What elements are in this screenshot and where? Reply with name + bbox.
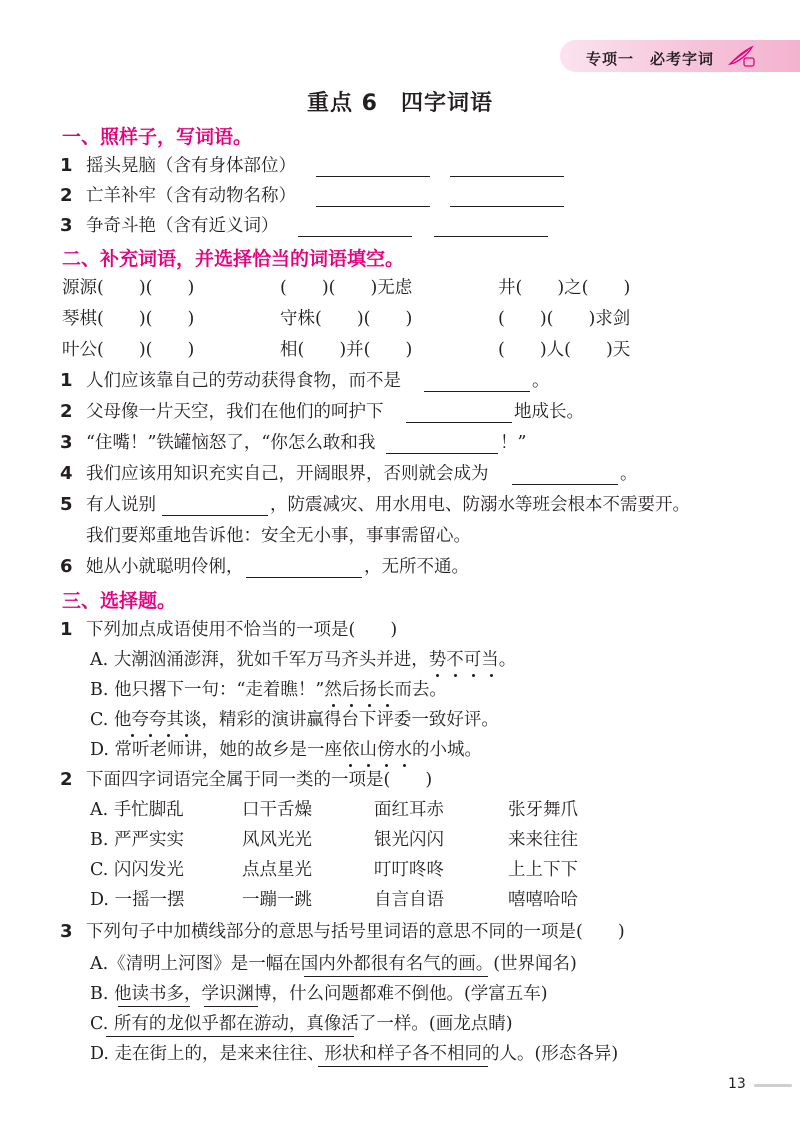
item-number: 3 bbox=[60, 432, 73, 453]
section-heading-3: 三、选择题。 bbox=[62, 590, 177, 612]
item-text: 争奇斗艳（含有近义词） bbox=[86, 216, 279, 236]
question-number: 2 bbox=[60, 769, 73, 790]
word-item: 自言自语 bbox=[374, 890, 444, 910]
question-stem: 下列加点成语使用不恰当的一项是( ) bbox=[86, 620, 398, 640]
answer-blank[interactable] bbox=[424, 391, 530, 392]
option-d[interactable]: D. 走在街上的，是来来往往、形状和样子各不相同的人。(形态各异) bbox=[90, 1044, 619, 1064]
emphasis-dot bbox=[386, 704, 389, 707]
answer-blank[interactable] bbox=[512, 484, 618, 485]
item-number: 4 bbox=[60, 463, 73, 484]
option-d[interactable]: D. 一摇一摆 bbox=[90, 890, 185, 910]
word-item: 来来往往 bbox=[508, 830, 578, 850]
section-heading-2: 二、补充词语，并选择恰当的词语填空。 bbox=[62, 248, 405, 270]
option-a[interactable]: A.《清明上河图》是一幅在国内外都很有名气的画。(世界闻名) bbox=[90, 954, 577, 974]
sentence-tail: ，防震减灾、用水用电、防溺水等班会根本不需要开。 bbox=[270, 495, 690, 515]
word-item: 点点星光 bbox=[242, 860, 312, 880]
word-item: 面红耳赤 bbox=[374, 800, 444, 820]
emphasis-dot bbox=[332, 704, 335, 707]
sentence-tail: 。 bbox=[532, 371, 550, 391]
word-item: 银光闪闪 bbox=[374, 830, 444, 850]
sentence-text: 我们要郑重地告诉他：安全无小事，事事需留心。 bbox=[86, 526, 471, 546]
phrase-underline bbox=[304, 976, 488, 977]
answer-blank[interactable] bbox=[450, 176, 564, 177]
option-d[interactable]: D. 常听老师讲，她的故乡是一座依山傍水的小城。 bbox=[90, 740, 483, 760]
emphasis-dot bbox=[149, 734, 152, 737]
idiom-fill: 源源( )( ) bbox=[62, 278, 195, 298]
answer-blank[interactable] bbox=[162, 515, 268, 516]
emphasis-dot bbox=[472, 674, 475, 677]
answer-blank[interactable] bbox=[434, 236, 548, 237]
emphasis-dot bbox=[350, 704, 353, 707]
option-b[interactable]: B. 他读书多，学识渊博，什么问题都难不倒他。(学富五车) bbox=[90, 984, 548, 1004]
answer-blank[interactable] bbox=[246, 577, 362, 578]
phrase-underline bbox=[204, 1006, 258, 1007]
item-text: 摇头晃脑（含有身体部位） bbox=[86, 156, 296, 176]
emphasis-dot bbox=[403, 764, 406, 767]
item-number: 2 bbox=[60, 401, 73, 422]
word-item: 上上下下 bbox=[508, 860, 578, 880]
sentence-text: 我们应该用知识充实自己，开阔眼界，否则就会成为 bbox=[86, 464, 489, 484]
sentence-text: 人们应该靠自己的劳动获得食物，而不是 bbox=[86, 371, 401, 391]
word-item: 嘻嘻哈哈 bbox=[508, 890, 578, 910]
idiom-fill: 叶公( )( ) bbox=[62, 340, 195, 360]
sentence-tail: 。 bbox=[620, 464, 638, 484]
sentence-text: 有人说别 bbox=[86, 495, 156, 515]
feather-pen-icon bbox=[726, 44, 756, 68]
emphasis-dot bbox=[131, 734, 134, 737]
item-number: 2 bbox=[60, 185, 73, 206]
word-item: 口干舌燥 bbox=[242, 800, 312, 820]
option-a[interactable]: A. 大潮汹涌澎湃，犹如千军万马齐头并进，势不可当。 bbox=[90, 650, 517, 670]
phrase-underline bbox=[318, 1066, 488, 1067]
emphasis-dot bbox=[167, 734, 170, 737]
page-title: 重点 6 四字词语 bbox=[307, 91, 493, 116]
answer-blank[interactable] bbox=[298, 236, 412, 237]
word-item: 张牙舞爪 bbox=[508, 800, 578, 820]
option-b[interactable]: B. 严严实实 bbox=[90, 830, 184, 850]
option-a[interactable]: A. 手忙脚乱 bbox=[90, 800, 184, 820]
question-number: 3 bbox=[60, 921, 73, 942]
sentence-text: 她从小就聪明伶俐， bbox=[86, 557, 244, 577]
answer-blank[interactable] bbox=[386, 453, 498, 454]
word-item: 叮叮咚咚 bbox=[374, 860, 444, 880]
page-number-decoration bbox=[754, 1084, 792, 1087]
sentence-tail: 地成长。 bbox=[514, 402, 584, 422]
answer-blank[interactable] bbox=[406, 422, 512, 423]
page-number: 13 bbox=[728, 1076, 746, 1092]
option-c[interactable]: C. 闪闪发光 bbox=[90, 860, 184, 880]
emphasis-dot bbox=[368, 704, 371, 707]
option-c[interactable]: C. 他夸夸其谈，精彩的演讲赢得台下评委一致好评。 bbox=[90, 710, 499, 730]
idiom-fill: 琴棋( )( ) bbox=[62, 309, 195, 329]
answer-blank[interactable] bbox=[450, 206, 564, 207]
idiom-fill: ( )人( )天 bbox=[498, 340, 631, 360]
phrase-underline bbox=[106, 1036, 354, 1037]
emphasis-dot bbox=[490, 674, 493, 677]
emphasis-dot bbox=[436, 674, 439, 677]
idiom-fill: 守株( )( ) bbox=[280, 309, 413, 329]
emphasis-dot bbox=[385, 764, 388, 767]
option-b[interactable]: B. 他只撂下一句：“走着瞧！”然后扬长而去。 bbox=[90, 680, 447, 700]
question-stem: 下面四字词语完全属于同一类的一项是( ) bbox=[86, 770, 433, 790]
header-tab-text: 专项一 必考字词 bbox=[586, 50, 715, 68]
sentence-text: 父母像一片天空，我们在他们的呵护下 bbox=[86, 402, 384, 422]
idiom-fill: ( )( )求剑 bbox=[498, 309, 631, 329]
sentence-tail: ，无所不通。 bbox=[364, 557, 469, 577]
idiom-fill: 相( )并( ) bbox=[280, 340, 413, 360]
emphasis-dot bbox=[367, 764, 370, 767]
word-item: 一蹦一跳 bbox=[242, 890, 312, 910]
idiom-fill: ( )( )无虑 bbox=[280, 278, 413, 298]
question-number: 1 bbox=[60, 619, 73, 640]
idiom-fill: 井( )之( ) bbox=[498, 278, 631, 298]
emphasis-dot bbox=[454, 674, 457, 677]
word-item: 风风光光 bbox=[242, 830, 312, 850]
sentence-text: “住嘴！”铁罐恼怒了，“你怎么敢和我 bbox=[86, 433, 376, 453]
option-c[interactable]: C. 所有的龙似乎都在游动，真像活了一样。(画龙点睛) bbox=[90, 1014, 513, 1034]
item-number: 1 bbox=[60, 370, 73, 391]
answer-blank[interactable] bbox=[316, 206, 430, 207]
item-number: 3 bbox=[60, 215, 73, 236]
emphasis-dot bbox=[349, 764, 352, 767]
item-number: 5 bbox=[60, 494, 73, 515]
item-text: 亡羊补牢（含有动物名称） bbox=[86, 186, 296, 206]
question-stem: 下列句子中加横线部分的意思与括号里词语的意思不同的一项是( ) bbox=[86, 922, 625, 942]
item-number: 1 bbox=[60, 155, 73, 176]
answer-blank[interactable] bbox=[316, 176, 430, 177]
phrase-underline bbox=[118, 1006, 190, 1007]
section-heading-1: 一、照样子，写词语。 bbox=[62, 126, 253, 148]
emphasis-dot bbox=[185, 734, 188, 737]
item-number: 6 bbox=[60, 556, 73, 577]
sentence-tail: ！” bbox=[500, 433, 527, 453]
